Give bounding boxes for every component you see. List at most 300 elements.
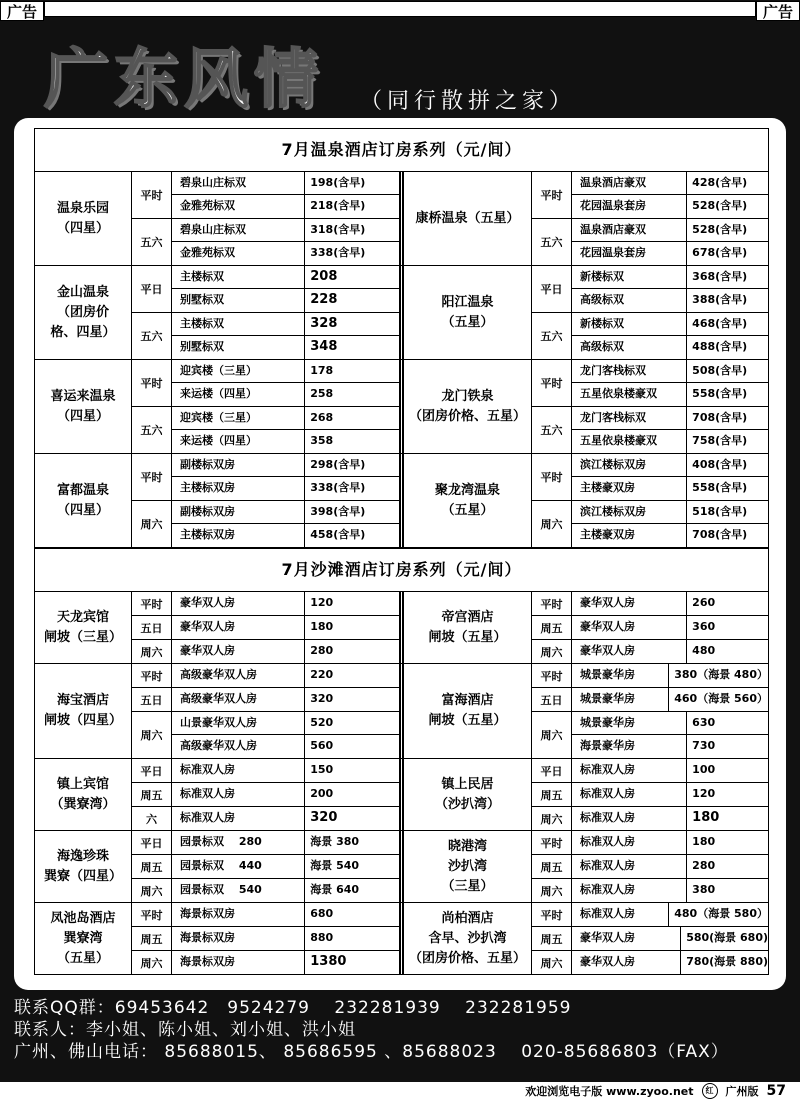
room-type: 豪华双人房 (572, 640, 687, 663)
day-group (132, 831, 399, 855)
day-label: 五日 (132, 616, 172, 639)
hotel-entry (404, 831, 768, 902)
day-group (132, 219, 399, 265)
room-row (172, 927, 399, 950)
room-price: 468(含早) (692, 317, 748, 330)
room-list (172, 360, 399, 406)
hotel-name-line: 富都温泉 (56, 482, 109, 498)
hotel-entry (404, 172, 768, 265)
room-type: 新楼标双 (572, 266, 687, 288)
day-group (132, 454, 399, 501)
section-title: 7月沙滩酒店订房系列（元/间） (34, 548, 769, 592)
hotel-entry (404, 592, 768, 663)
day-group (532, 903, 768, 927)
room-row (572, 735, 768, 758)
day-label: 平时 (532, 831, 572, 854)
room-price: 528(含早) (692, 223, 748, 236)
room-row (172, 383, 399, 406)
day-label: 周六 (132, 951, 172, 974)
day-label: 周五 (532, 783, 572, 806)
room-row (572, 289, 768, 312)
room-row (172, 336, 399, 359)
hotel-name (35, 454, 132, 547)
room-type: 高级标双 (572, 336, 687, 359)
room-row (572, 640, 768, 663)
price-groups (132, 172, 399, 265)
room-row (572, 831, 768, 854)
day-label: 周六 (132, 640, 172, 663)
room-price: 100 (692, 763, 716, 776)
room-type: 迎宾楼（三星） (172, 407, 305, 429)
room-list (572, 616, 768, 639)
room-type: 海景豪华房 (572, 735, 687, 758)
room-row (572, 266, 768, 289)
price-groups (532, 831, 768, 902)
qq-groups: 联系QQ群：69453642 9524279 232281939 232281959 (14, 998, 572, 1018)
room-type: 主楼标双 (172, 313, 305, 335)
hotel-name-line: 温泉乐园 (56, 200, 109, 216)
hotel-entry (35, 759, 404, 830)
day-group (132, 712, 399, 758)
room-price: 358 (310, 434, 334, 447)
room-list (572, 172, 768, 218)
room-row (572, 360, 768, 383)
edition-label: 广州版 (725, 1085, 759, 1098)
day-label: 周五 (132, 855, 172, 878)
day-group (532, 172, 768, 219)
room-list (172, 807, 399, 830)
hotel-name (35, 831, 132, 902)
room-row (172, 783, 399, 806)
day-group (132, 616, 399, 640)
day-label: 平时 (132, 664, 172, 687)
hotel-entry (404, 454, 768, 547)
room-type: 温泉酒店豪双 (572, 219, 687, 241)
hotel-entry (404, 266, 768, 359)
hotel-entry (404, 360, 768, 453)
room-type: 温泉酒店豪双 (572, 172, 687, 194)
room-type: 来运楼（四星） (172, 430, 305, 453)
day-label: 六 (132, 807, 172, 830)
day-group (132, 855, 399, 879)
hotel-name-line: 海宝酒店 (56, 693, 109, 708)
room-row (572, 807, 768, 830)
room-list (172, 592, 399, 615)
room-price: 海景 540 (310, 859, 360, 872)
hotel-name (35, 903, 132, 974)
room-price: 780(海景 880) (686, 955, 768, 968)
day-label: 平日 (532, 266, 572, 312)
hotel-name-line: 金山温泉 (56, 284, 109, 300)
room-row (572, 951, 768, 974)
room-row (572, 407, 768, 430)
room-row (172, 855, 399, 878)
day-group (132, 688, 399, 712)
room-price: 178 (310, 364, 334, 377)
hotel-name-line: 尚柏酒店 (441, 910, 494, 926)
room-type: 标准双人房 (172, 759, 305, 782)
room-type: 副楼标双房 (172, 454, 305, 476)
day-group (532, 407, 768, 453)
hotel-entry (35, 172, 404, 265)
day-group (132, 172, 399, 219)
day-group (132, 951, 399, 974)
hotel-name-line: 闸坡（三星） (43, 629, 122, 645)
room-row (172, 592, 399, 615)
room-list (172, 688, 399, 711)
day-group (532, 807, 768, 830)
hotel-row (34, 903, 769, 975)
room-row (572, 879, 768, 902)
room-row (172, 951, 399, 974)
room-list (172, 407, 399, 453)
room-price: 338(含早) (310, 481, 366, 494)
room-type: 标准双人房 (172, 807, 305, 830)
room-row (172, 289, 399, 312)
room-list (172, 951, 399, 974)
room-type: 标准双人房 (572, 783, 687, 806)
room-row (572, 219, 768, 242)
room-price: 730 (692, 739, 716, 752)
room-row (572, 616, 768, 639)
room-list (572, 879, 768, 902)
hotel-name-line: 沙扒湾 (447, 858, 487, 874)
brand-tagline: （同行散拼之家） (360, 89, 577, 114)
hotel-row (34, 831, 769, 903)
room-list (172, 266, 399, 312)
room-row (172, 616, 399, 639)
day-group (132, 407, 399, 453)
room-row (172, 640, 399, 663)
room-list (572, 712, 768, 758)
room-row (572, 524, 768, 547)
hotel-name (404, 454, 532, 547)
day-label: 周六 (532, 501, 572, 547)
day-label: 平时 (132, 903, 172, 926)
room-price: 348 (310, 339, 338, 354)
room-price: 280 (310, 644, 334, 657)
hotel-name-line: 闸坡（五星） (428, 629, 507, 645)
room-row (572, 195, 768, 218)
hotel-entry (35, 454, 404, 547)
hotel-name (35, 592, 132, 663)
room-type: 高级标双 (572, 289, 687, 312)
ad-label-left: 广告 (0, 1, 44, 21)
room-type: 豪华双人房 (572, 592, 687, 615)
room-row (172, 807, 399, 830)
room-list (572, 592, 768, 615)
hotel-name (35, 759, 132, 830)
hotel-name-line: 富海酒店 (441, 693, 494, 708)
room-price: 150 (310, 763, 334, 776)
room-price: 528(含早) (692, 199, 748, 212)
hotel-name-line: （团房价格、五星） (408, 408, 526, 424)
room-price: 200 (310, 787, 334, 800)
room-row (572, 336, 768, 359)
room-type: 标准双人房 (572, 855, 687, 878)
room-type: 滨江楼标双房 (572, 501, 687, 523)
room-list (172, 712, 399, 758)
room-type: 高级豪华双人房 (172, 664, 305, 687)
room-list (572, 219, 768, 265)
room-list (172, 640, 399, 663)
room-price: 388(含早) (692, 293, 748, 306)
room-row (572, 501, 768, 524)
day-group (132, 903, 399, 927)
room-price: 260 (692, 596, 716, 609)
price-groups (532, 172, 768, 265)
room-price: 198(含早) (310, 176, 366, 189)
hotel-name-line: 海逸珍珠 (56, 848, 109, 864)
hotel-entry (35, 266, 404, 359)
room-price: 180 (692, 810, 720, 825)
hotel-name (35, 172, 132, 265)
room-type: 金雅苑标双 (172, 195, 305, 218)
room-list (172, 759, 399, 782)
room-row (172, 430, 399, 453)
room-price: 558(含早) (692, 481, 748, 494)
price-groups (132, 831, 399, 902)
hotel-name (35, 664, 132, 758)
room-type: 滨江楼标双房 (572, 454, 687, 476)
day-group (532, 501, 768, 547)
day-label: 五日 (132, 688, 172, 711)
contact-footer (14, 997, 729, 1063)
hotel-row (34, 664, 769, 759)
room-list (572, 807, 768, 830)
day-group (532, 855, 768, 879)
hotel-entry (35, 831, 404, 902)
room-price: 480 (692, 644, 716, 657)
day-label: 周六 (532, 951, 572, 974)
room-list (172, 313, 399, 359)
room-list (172, 219, 399, 265)
room-price: 120 (692, 787, 716, 800)
hotel-name-line: 巽寮（四星） (43, 868, 122, 884)
room-row (572, 477, 768, 500)
room-type: 标准双人房 (572, 831, 687, 854)
room-type: 标准双人房 (572, 759, 687, 782)
room-list (172, 664, 399, 687)
room-type: 标准双人房 (572, 903, 669, 926)
hotel-row (34, 266, 769, 360)
room-price: 758(含早) (692, 434, 748, 447)
hotel-name-line: （沙扒湾） (434, 796, 500, 812)
day-group (532, 219, 768, 265)
day-label: 平时 (132, 172, 172, 218)
day-label: 平日 (132, 831, 172, 854)
hotel-name-line: （五星） (441, 502, 494, 518)
day-label: 平时 (532, 664, 572, 687)
room-row (172, 903, 399, 926)
room-price: 398(含早) (310, 505, 366, 518)
room-type: 新楼标双 (572, 313, 687, 335)
room-list (572, 501, 768, 547)
day-group (132, 501, 399, 547)
room-price: 360 (692, 620, 716, 633)
room-list (572, 759, 768, 782)
room-price: 480（海景 580） (674, 907, 768, 920)
room-type: 城景豪华房 (572, 712, 687, 734)
day-label: 周五 (532, 855, 572, 878)
room-price: 580(海景 680) (686, 931, 768, 944)
price-groups (532, 664, 768, 758)
room-type: 别墅标双 (172, 289, 305, 312)
hotel-entry (404, 759, 768, 830)
room-list (172, 879, 399, 902)
room-row (572, 759, 768, 782)
room-row (172, 501, 399, 524)
room-price: 120 (310, 596, 334, 609)
day-group (132, 266, 399, 313)
room-price: 630 (692, 716, 716, 729)
day-group (132, 759, 399, 783)
room-price: 368(含早) (692, 270, 748, 283)
room-price: 海景 640 (310, 883, 360, 896)
room-list (572, 407, 768, 453)
day-label: 平日 (132, 759, 172, 782)
room-price: 218(含早) (310, 199, 366, 212)
room-row (172, 664, 399, 687)
room-row (572, 664, 768, 687)
room-type: 龙门客栈标双 (572, 407, 687, 429)
day-group (132, 664, 399, 688)
room-price: 338(含早) (310, 246, 366, 259)
day-label: 平时 (532, 592, 572, 615)
day-group (132, 783, 399, 807)
hotel-name-line: （四星） (56, 220, 109, 236)
day-label: 周五 (532, 616, 572, 639)
price-groups (532, 903, 768, 974)
day-group (532, 640, 768, 663)
room-row (172, 759, 399, 782)
day-group (532, 759, 768, 783)
day-group (532, 879, 768, 902)
room-type: 副楼标双房 (172, 501, 305, 523)
day-group (532, 951, 768, 974)
hotel-name (404, 592, 532, 663)
room-list (172, 501, 399, 547)
hotel-name-line: （四星） (56, 502, 109, 518)
day-label: 周五 (132, 783, 172, 806)
room-row (572, 712, 768, 735)
day-label: 周六 (132, 879, 172, 902)
hotel-row (34, 360, 769, 454)
hotel-name-line: 镇上民居 (441, 776, 494, 792)
room-row (572, 688, 768, 711)
room-type: 豪华双人房 (172, 616, 305, 639)
day-label: 五六 (532, 219, 572, 265)
day-group (532, 313, 768, 359)
hotel-row (34, 454, 769, 548)
room-price: 380 (692, 883, 716, 896)
room-row (572, 383, 768, 406)
ad-label-right: 广告 (756, 1, 800, 21)
hotel-row (34, 172, 769, 266)
day-group (532, 616, 768, 640)
brand-title: 广东风情 (44, 42, 324, 117)
bottom-bar (0, 1082, 800, 1100)
day-group (132, 640, 399, 663)
room-price: 258 (310, 387, 334, 400)
day-label: 平时 (532, 360, 572, 406)
hotel-name (404, 903, 532, 974)
room-price: 268 (310, 411, 334, 424)
hotel-entry (35, 360, 404, 453)
room-row (572, 430, 768, 453)
room-price: 460（海景 560） (674, 692, 768, 705)
room-price: 408(含早) (692, 458, 748, 471)
room-list (172, 616, 399, 639)
day-group (532, 688, 768, 712)
room-row (172, 524, 399, 547)
day-group (132, 807, 399, 830)
room-type: 碧泉山庄标双 (172, 219, 305, 241)
room-row (572, 242, 768, 265)
room-price: 458(含早) (310, 528, 366, 541)
day-label: 平时 (132, 454, 172, 500)
room-type: 城景豪华房 (572, 688, 669, 711)
room-type: 园景标双 440 (172, 855, 305, 878)
hotel-name-line: （团房价格、五星） (408, 950, 526, 966)
room-price: 海景 380 (310, 835, 360, 848)
day-label: 周六 (132, 501, 172, 547)
day-group (132, 360, 399, 407)
room-row (172, 242, 399, 265)
room-type: 海景标双房 (172, 927, 305, 950)
day-label: 五六 (532, 313, 572, 359)
room-type: 豪华双人房 (572, 616, 687, 639)
room-type: 碧泉山庄标双 (172, 172, 305, 194)
hotel-entry (404, 664, 768, 758)
day-label: 周六 (532, 712, 572, 758)
room-list (572, 664, 768, 687)
hotel-name-line: （三星） (441, 878, 494, 894)
room-list (572, 640, 768, 663)
section-title: 7月温泉酒店订房系列（元/间） (34, 128, 769, 172)
price-groups (532, 360, 768, 453)
price-groups (132, 759, 399, 830)
room-list (572, 360, 768, 406)
room-type: 五星依泉楼豪双 (572, 430, 687, 453)
room-type: 花园温泉套房 (572, 242, 687, 265)
day-label: 平时 (532, 172, 572, 218)
room-row (172, 360, 399, 383)
day-group (532, 712, 768, 758)
room-list (572, 454, 768, 500)
price-panel (14, 118, 786, 990)
room-type: 主楼标双房 (172, 477, 305, 500)
room-type: 海景标双房 (172, 903, 305, 926)
room-type: 园景标双 540 (172, 879, 305, 902)
room-price: 508(含早) (692, 364, 748, 377)
room-row (572, 313, 768, 336)
day-label: 五六 (132, 407, 172, 453)
room-type: 园景标双 280 (172, 831, 305, 854)
room-row (172, 712, 399, 735)
day-group (532, 927, 768, 951)
room-type: 五星依泉楼豪双 (572, 383, 687, 406)
hotel-name (404, 664, 532, 758)
top-strip (44, 1, 756, 17)
price-groups (532, 759, 768, 830)
room-list (572, 783, 768, 806)
room-list (572, 951, 768, 974)
day-label: 平时 (532, 454, 572, 500)
hotel-name-line: 阳江温泉 (441, 294, 494, 310)
phone-numbers: 广州、佛山电话： 85688015、 85686595 、85688023 020-85686803（FAX） (14, 1042, 729, 1062)
room-type: 标准双人房 (172, 783, 305, 806)
